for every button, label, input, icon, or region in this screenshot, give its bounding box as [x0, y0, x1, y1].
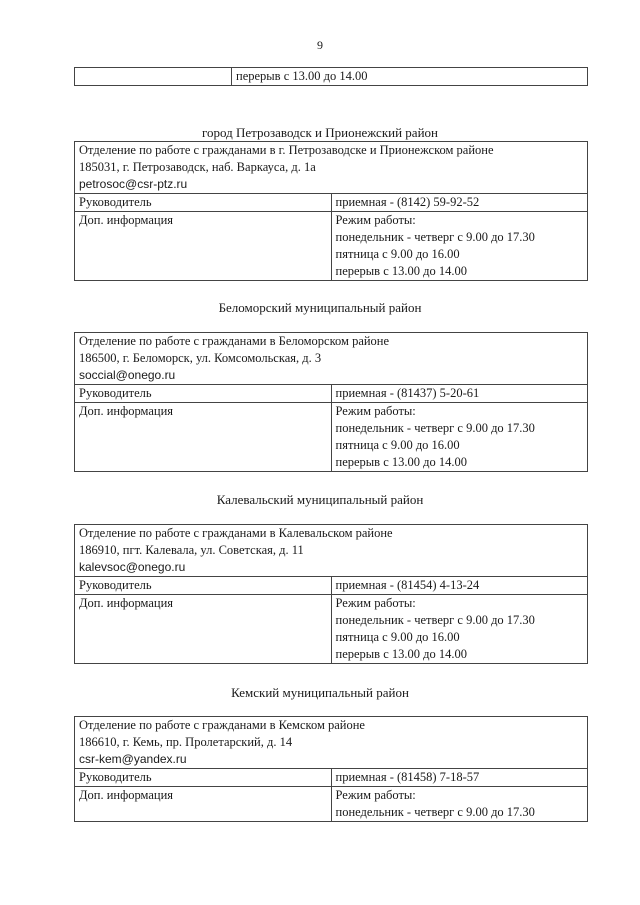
office-email: soccial@onego.ru: [79, 368, 176, 382]
office-table: [74, 332, 588, 472]
head-label: Руководитель: [75, 385, 332, 403]
info-label: Доп. информация: [75, 403, 332, 472]
info-schedule: Режим работы: понедельник - четверг с 9.00 до 17.30 пятница с 9.00 до 16.00 перерыв с 13.00 до 14.00: [331, 595, 588, 664]
head-label: Руководитель: [75, 769, 332, 787]
office-table: [74, 524, 588, 664]
office-email: kalevsoc@onego.ru: [79, 560, 186, 574]
office-name: Отделение по работе с гражданами в Беломорском районе: [79, 334, 390, 348]
head-phone: приемная - (81454) 4-13-24: [331, 577, 588, 595]
section-title: Калевальский муниципальный район: [216, 492, 424, 507]
info-label: Доп. информация: [75, 212, 332, 281]
office-email: csr-kem@yandex.ru: [79, 752, 187, 766]
office-address: 185031, г. Петрозаводск, наб. Варкауса, д. 1а: [79, 160, 316, 174]
info-schedule: Режим работы: понедельник - четверг с 9.00 до 17.30 пятница с 9.00 до 16.00 перерыв с 13.00 до 14.00: [331, 403, 588, 472]
info-schedule: Режим работы: понедельник - четверг с 9.00 до 17.30: [331, 787, 588, 822]
info-label: Доп. информация: [75, 787, 332, 822]
head-phone: приемная - (8142) 59-92-52: [331, 194, 588, 212]
info-schedule: Режим работы: понедельник - четверг с 9.00 до 17.30 пятница с 9.00 до 16.00 перерыв с 13.00 до 14.00: [331, 212, 588, 281]
office-address: 186910, пгт. Калевала, ул. Советская, д. 11: [79, 543, 304, 557]
office-name: Отделение по работе с гражданами в Кемском районе: [79, 718, 365, 732]
continuation-cell: перерыв с 13.00 до 14.00: [232, 68, 588, 86]
head-label: Руководитель: [75, 577, 332, 595]
office-info-cell: [75, 142, 588, 194]
head-phone: приемная - (81437) 5-20-61: [331, 385, 588, 403]
office-email: petrosoc@csr-ptz.ru: [79, 177, 188, 191]
office-table: [74, 141, 588, 281]
head-label: Руководитель: [75, 194, 332, 212]
office-address: 186610, г. Кемь, пр. Пролетарский, д. 14: [79, 735, 293, 749]
section-title: Кемский муниципальный район: [231, 685, 409, 700]
section-title: Беломорский муниципальный район: [218, 300, 422, 315]
office-table: [74, 716, 588, 822]
office-name: Отделение по работе с гражданами в г. Петрозаводске и Прионежском районе: [79, 143, 494, 157]
office-info-cell: [75, 525, 588, 577]
info-label: Доп. информация: [75, 595, 332, 664]
head-phone: приемная - (81458) 7-18-57: [331, 769, 588, 787]
office-name: Отделение по работе с гражданами в Калевальском районе: [79, 526, 393, 540]
continuation-table: [74, 67, 588, 86]
page-number: 9: [317, 38, 323, 52]
continuation-empty-cell: [75, 68, 232, 86]
office-info-cell: [75, 333, 588, 385]
office-info-cell: [75, 717, 588, 769]
section-title: город Петрозаводск и Прионежский район: [202, 125, 438, 140]
office-address: 186500, г. Беломорск, ул. Комсомольская, д. 3: [79, 351, 322, 365]
